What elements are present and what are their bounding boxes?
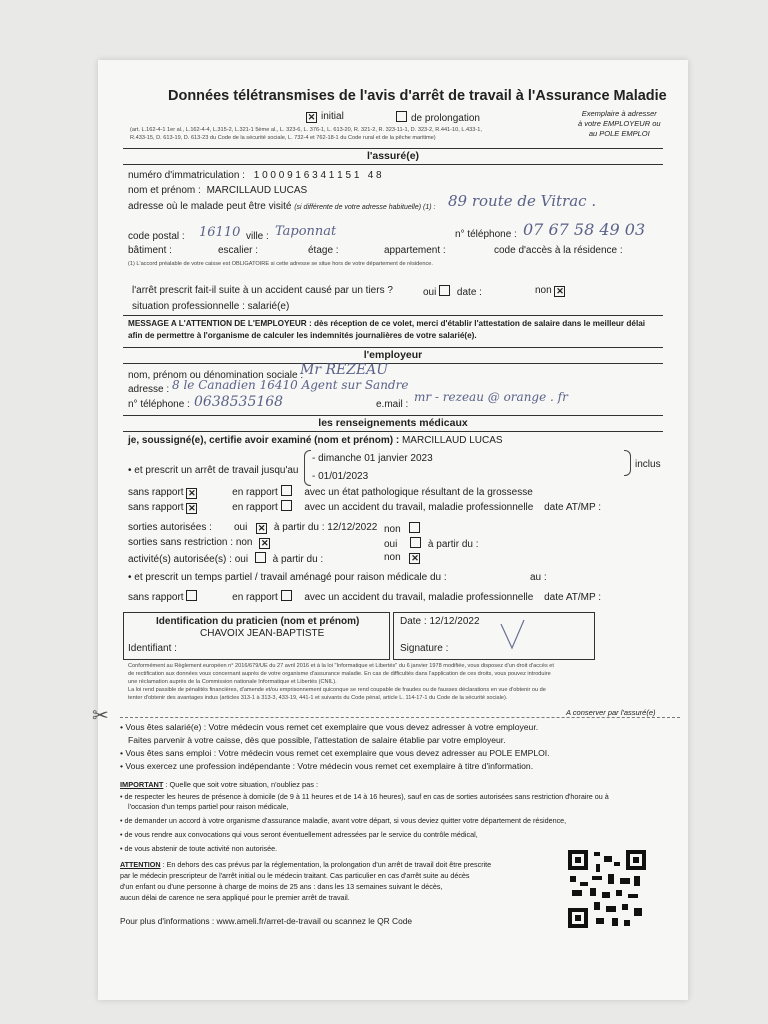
form-title: Données télétransmises de l'avis d'arrêt de travail à l'Assurance Maladie	[168, 88, 667, 104]
unrestricted-yes	[384, 537, 479, 550]
scissors-icon: ✂	[92, 705, 109, 727]
visit-address-note: (si différente de votre adresse habituelle) (1) :	[294, 204, 436, 211]
unrestricted-from: à partir du :	[427, 539, 479, 550]
prolongation-option	[396, 111, 480, 124]
insured-phone-label: n° téléphone :	[455, 229, 517, 240]
copy-note-1: Exemplaire à adresser	[581, 109, 657, 118]
accident-date-label: date :	[456, 287, 482, 298]
parttime-no-link-checkbox[interactable]	[186, 590, 197, 601]
cut-line	[120, 717, 680, 718]
accident-link-label: en rapport	[232, 502, 278, 513]
pregnancy-link-label: en rapport	[232, 487, 278, 498]
sick-leave-form	[92, 60, 688, 1000]
pregnancy-row	[128, 485, 533, 499]
attention-line-3: d'un enfant ou d'une personne à charge de moins de 25 ans : dans les 13 semaines suivant le décès,	[120, 882, 443, 891]
registration-row	[128, 170, 382, 181]
professional-situation: situation professionnelle : salarié(e)	[132, 301, 290, 312]
divider	[123, 315, 663, 316]
instruction-employee-2: Faites parvenir à votre caisse, dès que possible, l'attestation de salaire établie par votre employeur.	[128, 735, 506, 745]
activity-no	[384, 552, 424, 564]
until-label: • et prescrit un arrêt de travail jusqu'au	[128, 465, 299, 476]
activity-row	[128, 552, 323, 565]
attention-text-1: : En dehors des cas prévus par la réglementation, la prolongation d'un arrêt de travail doit être prescrite	[160, 860, 492, 869]
activity-yes-checkbox[interactable]	[255, 552, 266, 563]
insured-name-value: MARCILLAUD LUCAS	[206, 185, 308, 196]
parttime-link-label: en rapport	[232, 592, 278, 603]
instruction-independent: • Vous exercez une profession indépendante : Votre médecin vous remet cet exemplaire à titre d'information.	[120, 761, 534, 771]
outings-label: sorties autorisées :	[128, 522, 212, 533]
qr-code-icon[interactable]	[568, 850, 646, 928]
accident-yes	[423, 285, 482, 298]
accident-no-link-checkbox[interactable]	[186, 503, 197, 514]
practitioner-title: Identification du praticien (nom et prénom)	[156, 616, 360, 627]
certify-label: je, soussigné(e), certifie avoir examiné (nom et prénom) :	[128, 435, 400, 446]
accident-yes-checkbox[interactable]	[439, 285, 450, 296]
initial-checkbox[interactable]	[306, 112, 317, 123]
accident-link-checkbox[interactable]	[281, 500, 292, 511]
accident-no-link-label: sans rapport	[128, 502, 184, 513]
employer-address-value: 8 le Canadien 16410 Agent sur Sandre	[172, 378, 409, 392]
attention-line-1	[120, 860, 491, 869]
accident-no-label: non	[535, 285, 552, 296]
employer-email-value: mr - rezeau @ orange . fr	[414, 390, 568, 404]
outings-from: à partir du : 12/12/2022	[273, 522, 378, 533]
employer-phone-value: 0638535168	[194, 394, 284, 410]
practitioner-name: CHAVOIX JEAN-BAPTISTE	[200, 628, 325, 639]
employer-name-label: nom, prénom ou dénomination sociale :	[128, 370, 304, 381]
prolongation-checkbox[interactable]	[396, 111, 407, 122]
pregnancy-text: avec un état pathologique résultant de la grossesse	[304, 487, 533, 498]
practitioner-date: Date : 12/12/2022	[400, 616, 480, 627]
employer-name-value: Mr REZEAU	[300, 362, 389, 378]
legal-refs-1: (art. L.162-4-1 1er al., L.162-4-4, L.315-2, L.321-1 5ème al., L. 323-6, L. 376-1, L. 613-20, R. 321-2, R. 323-11-1, D. 323-2, R.441-10, L.433-1,	[130, 127, 482, 133]
important-item-1: • de respecter les heures de présence à domicile (de 9 à 11 heures et de 14 à 16 heures), sauf en cas de sorties autorisées sans restriction d'horaire ou à	[120, 792, 609, 801]
postal-value: 16110	[199, 225, 241, 240]
outings-yes-label: oui	[234, 522, 248, 533]
insured-name-row	[128, 185, 307, 196]
parttime-accident-row	[128, 590, 601, 603]
parttime-accident-text: avec un accident du travail, maladie professionnelle	[304, 592, 534, 603]
stair-label: escalier :	[218, 245, 259, 256]
unrestricted-row	[128, 537, 274, 549]
parttime-to: au :	[530, 572, 547, 583]
legal-refs-2: R.433-15, D. 613-19, D. 613-23 du Code de la sécurité sociale, L. 732-4 et 762-18-1 du Code rural et de la pêche maritime)	[130, 135, 436, 141]
copy-note-3: au POLE EMPLOI	[588, 129, 650, 138]
signature-mark	[498, 618, 528, 652]
unrestricted-label: sorties sans restriction : non	[128, 537, 253, 548]
important-intro: : Quelle que soit votre situation, n'oubliez pas :	[163, 780, 319, 789]
certify-row	[128, 435, 503, 446]
copy-note-2: à votre EMPLOYEUR ou	[578, 119, 661, 128]
floor-label: étage :	[308, 245, 339, 256]
employer-email-label: e.mail :	[376, 399, 409, 410]
employer-message-line2: afin de permettre à l'organisme de calculer les indemnités journalières de votre salarié(e).	[128, 331, 477, 340]
postal-label: code postal :	[128, 231, 185, 242]
activity-label: activité(s) autorisée(s) : oui	[128, 554, 249, 565]
activity-no-checkbox[interactable]	[409, 553, 420, 564]
pregnancy-no-link-checkbox[interactable]	[186, 488, 197, 499]
work-accident-row	[128, 500, 601, 514]
employer-phone-label: n° téléphone :	[128, 399, 190, 410]
instruction-unemployed: • Vous êtes sans emploi : Votre médecin vous remet cet exemplaire que vous devez adresser au POLE EMPLOI.	[120, 748, 550, 758]
accident-yes-label: oui	[423, 287, 437, 298]
legal-line-1: Conformément au Règlement européen n° 2016/679/UE du 27 avril 2016 et à la loi "Informatique et Libertés" du 6 janvier 1978 modifiée, vous disposez d'un droit d'accès et	[128, 663, 554, 669]
parttime-date-label: date AT/MP :	[544, 592, 602, 603]
legal-line-4: La loi rend passible de pénalités financières, d'amende et/ou emprisonnement quiconque se rend coupable de fraudes ou de fausses déclarations en vue d'obtenir ou de	[128, 687, 546, 693]
activity-no-label: non	[384, 552, 401, 563]
parttime-link-checkbox[interactable]	[281, 590, 292, 601]
activity-from: à partir du :	[272, 554, 324, 565]
registration-value: 1 0 0 0 9 1 6 3 4 1 1 5 1 4 8	[253, 170, 382, 181]
city-value: Taponnat	[275, 224, 337, 239]
outings-no	[384, 522, 424, 535]
practitioner-identifier-label: Identifiant :	[128, 643, 177, 654]
outings-no-checkbox[interactable]	[409, 522, 420, 533]
outings-no-label: non	[384, 524, 401, 535]
prolongation-label: de prolongation	[411, 113, 480, 124]
employer-section-header: l'employeur	[123, 347, 663, 364]
medical-section-header: les renseignements médicaux	[123, 415, 663, 432]
until-brace-left	[304, 450, 311, 486]
accident-date-label: date AT/MP :	[544, 502, 602, 513]
parttime-label: • et prescrit un temps partiel / travail aménagé pour raison médicale du :	[128, 572, 447, 583]
visit-address-value: 89 route de Vitrac .	[448, 192, 597, 210]
accident-question: l'arrêt prescrit fait-il suite à un accident causé par un tiers ?	[132, 285, 393, 296]
legal-line-5: tenter d'obtenir des avantages indus (articles 313-1 à 313-3, 433-19, 441-1 et suivants du Code pénal, article L. 114-17-1 du Code de la sécurité sociale).	[128, 695, 508, 701]
parttime-no-link-label: sans rapport	[128, 592, 184, 603]
visit-address-row	[128, 201, 435, 212]
insured-section-header: l'assuré(e)	[123, 148, 663, 165]
city-label: ville :	[246, 231, 269, 242]
attention-line-4: aucun délai de carence ne sera appliqué pour le premier arrêt de travail.	[120, 893, 350, 902]
instruction-employee: • Vous êtes salarié(e) : Votre médecin vous remet cet exemplaire que vous devez adresser à votre employeur.	[120, 722, 539, 732]
attention-title: ATTENTION	[120, 860, 161, 869]
important-heading	[120, 780, 318, 789]
address-footnote: (1) L'accord préalable de votre caisse est OBLIGATOIRE si cette adresse se situe hors de votre département de résidence.	[128, 261, 433, 267]
unrestricted-yes-checkbox[interactable]	[410, 537, 421, 548]
pregnancy-no-link-label: sans rapport	[128, 487, 184, 498]
accident-no	[535, 285, 569, 297]
until-brace-right	[624, 450, 631, 476]
until-date-1: - dimanche 01 janvier 2023	[312, 453, 433, 464]
important-item-3: • de vous rendre aux convocations qui vous seront éventuellement adressées par le service du contrôle médical,	[120, 830, 478, 839]
access-code-label: code d'accès à la résidence :	[494, 245, 623, 256]
attention-line-2: par le médecin prescripteur de l'arrêt initial ou le médecin traitant. Cas particulier en cas d'arrêt suite au décès	[120, 871, 470, 880]
registration-label: numéro d'immatriculation :	[128, 170, 245, 181]
certify-value: MARCILLAUD LUCAS	[401, 435, 503, 446]
important-item-1b: l'occasion d'un temps partiel pour raison médicale,	[128, 802, 289, 811]
visit-address-label: adresse où le malade peut être visité	[128, 201, 292, 212]
pregnancy-link-checkbox[interactable]	[281, 485, 292, 496]
important-title: IMPORTANT	[120, 780, 164, 789]
insured-name-label: nom et prénom :	[128, 185, 201, 196]
keep-note: A conserver par l'assuré(e)	[566, 708, 656, 717]
outings-yes-checkbox[interactable]	[256, 523, 267, 534]
apartment-label: appartement :	[384, 245, 446, 256]
accident-text: avec un accident du travail, maladie professionnelle	[304, 502, 534, 513]
unrestricted-yes-label: oui	[384, 539, 398, 550]
accident-no-checkbox[interactable]	[554, 286, 565, 297]
important-item-4: • de vous abstenir de toute activité non autorisée.	[120, 844, 278, 853]
outings-yes	[234, 522, 377, 534]
until-date-2: - 01/01/2023	[312, 471, 369, 482]
unrestricted-no-checkbox[interactable]	[259, 538, 270, 549]
initial-option	[306, 111, 344, 123]
employer-message-line1: MESSAGE A L'ATTENTION DE L'EMPLOYEUR : dès réception de ce volet, merci d'établir l'attestation de salaire dans le meilleur délai	[128, 319, 646, 328]
insured-phone-value: 07 67 58 49 03	[523, 220, 646, 239]
employer-address-label: adresse :	[128, 384, 170, 395]
signature-label: Signature :	[400, 643, 449, 654]
important-item-2: • de demander un accord à votre organisme d'assurance maladie, avant votre départ, si vous deviez quitter votre département de résidence,	[120, 816, 567, 825]
legal-line-2: de rectification aux données vous concernant auprès de votre organisme d'assurance maladie. En cas de difficultés dans l'application de ces droits, vous pouvez introduire	[128, 671, 551, 677]
building-label: bâtiment :	[128, 245, 172, 256]
copy-note	[578, 109, 661, 139]
more-info-text: Pour plus d'informations : www.ameli.fr/arret-de-travail ou scannez le QR Code	[120, 916, 413, 926]
initial-label: initial	[321, 111, 344, 122]
legal-line-3: une réclamation auprès de la Commission nationale Informatique et Libertés (CNIL).	[128, 679, 337, 685]
inclusive-label: inclus	[635, 459, 661, 470]
